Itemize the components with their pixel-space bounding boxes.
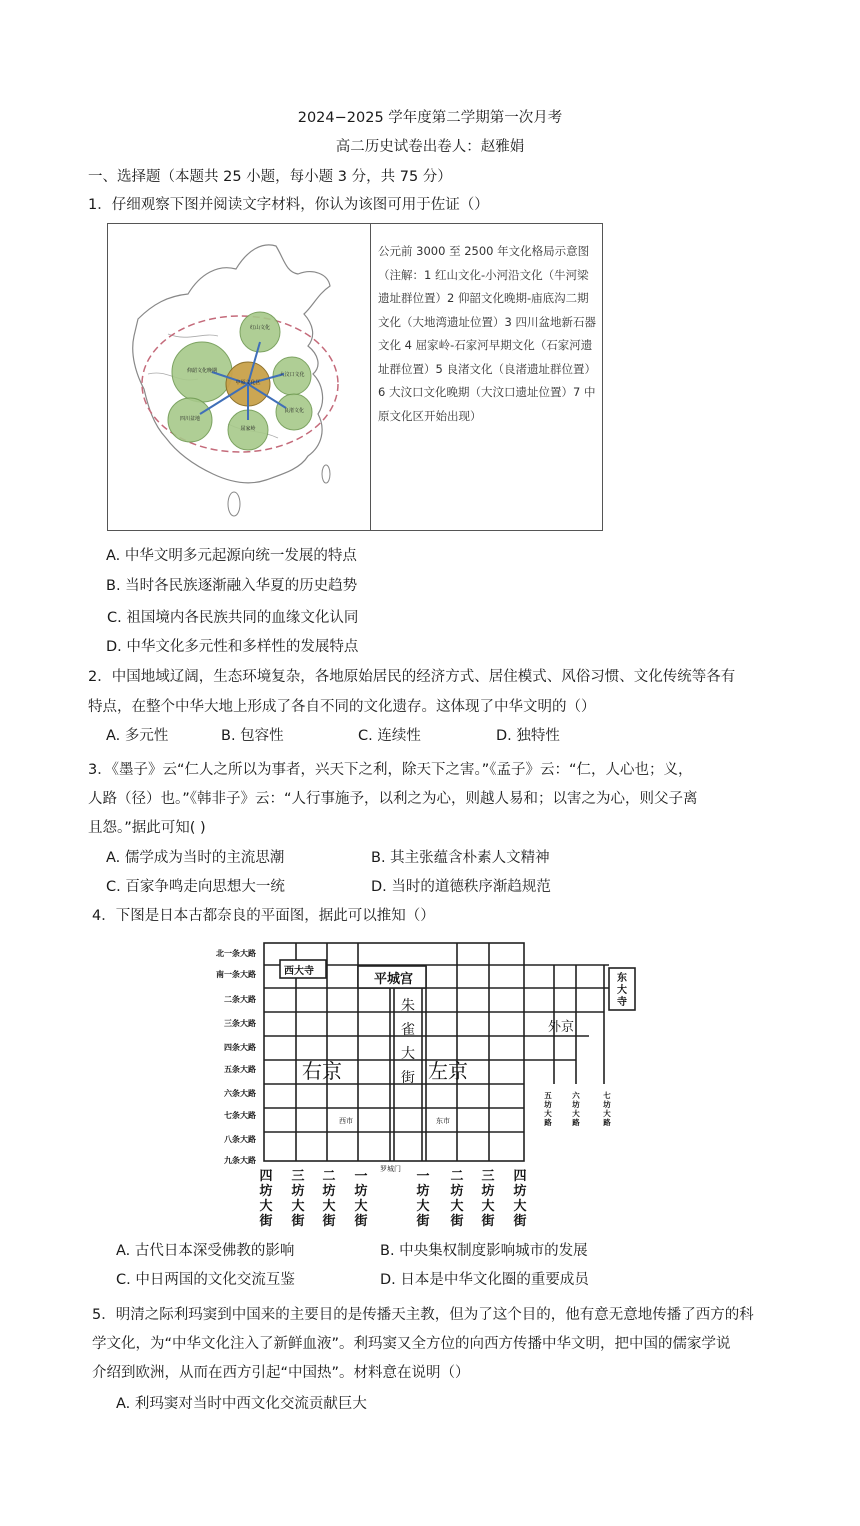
- q1-option-b: B. 当时各民族逐渐融入华夏的历史趋势: [106, 578, 358, 594]
- right-street-6: 六坊大路: [572, 1091, 580, 1127]
- map-label-liangzhu: 良渚文化: [283, 408, 305, 414]
- nara-city-plan: [214, 938, 644, 1228]
- q4-option-d: D. 日本是中华文化圈的重要成员: [380, 1272, 589, 1288]
- q2-option-b: B. 包容性: [221, 728, 284, 744]
- question-2-stem-line1: 2．中国地域辽阔，生态环境复杂，各地原始居民的经济方式、居住模式、风俗习惯、文化传统等各有: [88, 669, 736, 685]
- q1-option-d: D. 中华文化多元性和多样性的发展特点: [106, 639, 359, 655]
- bottom-street-e4: 四坊大街: [513, 1169, 527, 1228]
- road-label-10: 九条大路: [224, 1156, 256, 1165]
- question-4-stem: 4．下图是日本古都奈良的平面图，据此可以推知（）: [92, 908, 435, 924]
- culture-map-figure: [107, 223, 603, 531]
- road-label-4: 三条大路: [224, 1019, 256, 1028]
- figure-divider: [370, 224, 371, 530]
- bottom-street-w2: 二坊大街: [322, 1169, 336, 1228]
- question-5-stem-line2: 学文化，为“中华文化注入了新鲜血液”。利玛窦又全方位的向西方传播中华文明，把中国的儒家学说: [92, 1336, 731, 1352]
- q2-option-a: A. 多元性: [106, 728, 169, 744]
- bottom-street-e2: 二坊大街: [450, 1169, 464, 1228]
- rajomon-label: 罗城门: [380, 1165, 401, 1173]
- road-label-8: 七条大路: [224, 1111, 256, 1120]
- q1-option-c: C. 祖国境内各民族共同的血缘文化认同: [107, 610, 359, 626]
- bottom-street-w1: 一坊大街: [354, 1169, 368, 1228]
- map-label-zhongyuan: 中原文化区: [235, 380, 261, 386]
- todaiji-label: 东大寺: [617, 973, 627, 1008]
- nara-map-figure: [214, 938, 644, 1228]
- question-3-stem-line2: 人路（径）也。”《韩非子》云：“人行事施予，以利之为心，则越人易和；以害之为心，则父子离: [88, 791, 698, 807]
- right-street-7: 七坊大路: [603, 1091, 611, 1127]
- road-label-2: 南一条大路: [216, 970, 256, 979]
- exam-subtitle: 高二历史试卷出卷人：赵雅娟: [335, 139, 525, 155]
- bottom-street-e1: 一坊大街: [416, 1169, 430, 1228]
- q5-option-a: A. 利玛窦对当时中西文化交流贡献巨大: [116, 1396, 367, 1412]
- heijo-palace-label: 平城宫: [374, 972, 414, 987]
- q4-option-c: C. 中日两国的文化交流互鉴: [116, 1272, 295, 1288]
- section-heading: 一、选择题（本题共 25 小题，每小题 3 分，共 75 分）: [88, 169, 452, 185]
- exam-title: 2024−2025 学年度第二学期第一次月考: [297, 110, 563, 126]
- q2-option-c: C. 连续性: [358, 728, 421, 744]
- map-label-qujialing: 屈家岭: [240, 426, 256, 432]
- question-2-stem-line2: 特点，在整个中华大地上形成了各自不同的文化遗存。这体现了中华文明的（）: [88, 699, 596, 715]
- q4-option-b: B. 中央集权制度影响城市的发展: [380, 1243, 588, 1259]
- q3-option-c: C. 百家争鸣走向思想大一统: [106, 879, 285, 895]
- q1-option-a: A. 中华文明多元起源向统一发展的特点: [106, 548, 357, 564]
- china-culture-map: [108, 224, 370, 530]
- road-label-1: 北一条大路: [216, 949, 256, 958]
- q3-option-a: A. 儒学成为当时的主流思潮: [106, 850, 285, 866]
- sakyo-label: 左京: [428, 1059, 468, 1083]
- q4-option-a: A. 古代日本深受佛教的影响: [116, 1243, 295, 1259]
- right-street-5: 五坊大路: [544, 1091, 552, 1127]
- question-5-stem-line3: 介绍到欧洲，从而在西方引起“中国热”。材料意在说明（）: [92, 1365, 470, 1381]
- figure-caption: 公元前 3000 至 2500 年文化格局示意图（注解：1 红山文化-小河沿文化（牛河梁遗址群位置）2 仰韶文化晚期-庙底沟二期文化（大地湾遗址位置）3 四川盆地新石器文化 4 屈家岭-石家河早期文化（石家河遗址群位置）5 良渚文化（良渚遗址群位置）6 大汶口文化晚期（大汶口遗址位置）7 中原文化区开始出现）: [378, 244, 596, 423]
- saidaiji-label: 西大寺: [284, 966, 314, 977]
- map-label-sichuan: 四川盆地: [179, 416, 201, 422]
- road-label-5: 四条大路: [224, 1043, 256, 1052]
- q3-option-d: D. 当时的道德秩序渐趋规范: [371, 879, 551, 895]
- question-3-stem-line1: 3．《墨子》云“仁人之所以为事者，兴天下之利，除天下之害。”《孟子》云：“仁，人心也；义，: [88, 762, 693, 778]
- question-5-stem-line1: 5．明清之际利玛窦到中国来的主要目的是传播天主教，但为了这个目的，他有意无意地传播了西方的科: [92, 1307, 754, 1323]
- bottom-street-w4: 四坊大街: [259, 1169, 273, 1228]
- nishi-ichi-label: 西市: [339, 1117, 353, 1125]
- suzaku-avenue-label: 朱雀大街: [401, 998, 415, 1086]
- bottom-street-w3: 三坊大街: [291, 1169, 305, 1228]
- map-label-hongshan: 红山文化: [249, 325, 271, 331]
- higashi-ichi-label: 东市: [436, 1117, 450, 1125]
- road-label-9: 八条大路: [224, 1135, 256, 1144]
- gekyo-label: 外京: [548, 1020, 575, 1035]
- ukyo-label: 右京: [302, 1059, 342, 1083]
- map-label-yangshao: 仰韶文化晚期: [186, 368, 218, 374]
- q3-option-b: B. 其主张蕴含朴素人文精神: [371, 850, 550, 866]
- road-label-6: 五条大路: [224, 1065, 256, 1074]
- bottom-street-e3: 三坊大街: [481, 1169, 495, 1228]
- question-3-stem-line3: 且怨。”据此可知( ): [88, 820, 206, 836]
- road-label-7: 六条大路: [224, 1089, 256, 1098]
- question-1-stem: 1．仔细观察下图并阅读文字材料，你认为该图可用于佐证（）: [88, 197, 489, 213]
- map-label-dawenkou: 大汶口文化: [279, 372, 305, 378]
- q2-option-d: D. 独特性: [496, 728, 560, 744]
- road-label-3: 二条大路: [224, 995, 256, 1004]
